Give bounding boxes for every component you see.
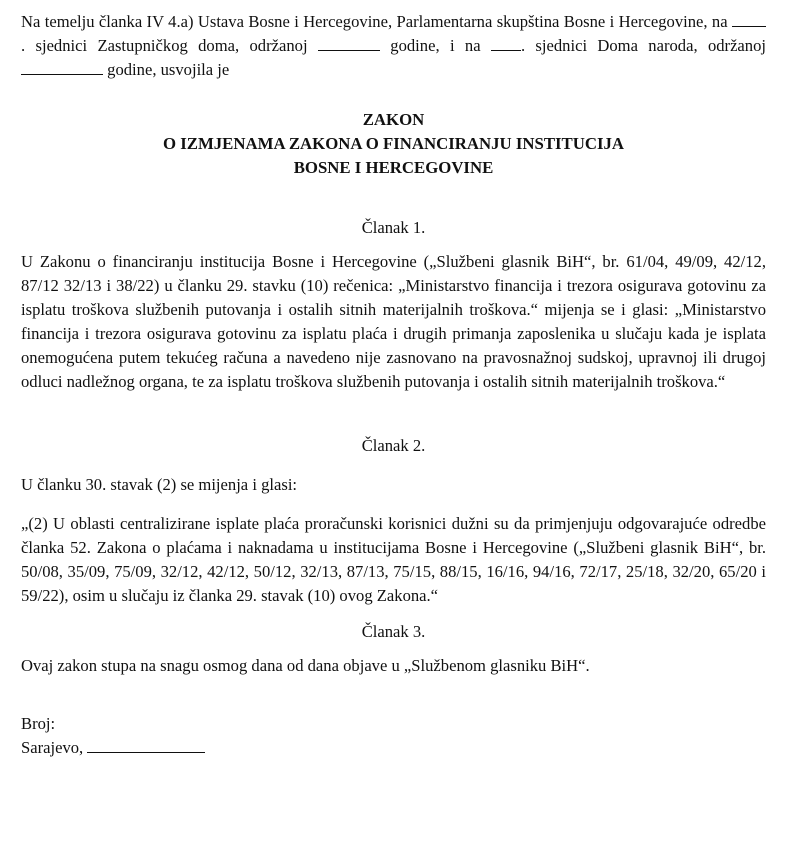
date-blank-1: [318, 36, 380, 51]
article-1-text: U Zakonu o financiranju institucija Bosne i Hercegovine („Službeni glasnik BiH“, br. 61/04, 49/09, 42/12, 87/12 32/13 i 38/22) u članku 29. stavku (10) rečenica: „Ministarstvo financija i trezora osigurava gotovinu za isplatu troškova službenih putovanja i ostalih sitnih materijalnih troškova.“ mijenja se i glasi: „Ministarstvo financija i trezora osigurava gotovinu za isplatu plaća i drugih primanja zaposlenika u slučaju kada je isplata onemogućena putem tekućeg računa a navedeno nije zasnovano na pravosnažnoj sudskoj, upravnoj ili drugoj odluci nadležnog organa, te za isplatu troškova službenih putovanja i ostalih sitnih materijalnih troškova.“: [21, 252, 766, 391]
session-number-blank-2: [491, 36, 521, 51]
law-title-line-3: BOSNE I HERCEGOVINE: [293, 158, 494, 177]
article-2-intro: U članku 30. stavak (2) se mijenja i glasi:: [21, 475, 298, 494]
article-3-text: Ovaj zakon stupa na snagu osmog dana od dana objave u „Službenom glasniku BiH“.: [21, 656, 590, 675]
preamble-text-4: . sjednici Doma naroda, održanoj: [520, 36, 767, 55]
article-2-text: „(2) U oblasti centralizirane isplate plaća proračunski korisnici dužni su da primjenjuju odgovarajuće odredbe članka 52. Zakona o plaćama i naknadama u institucijama Bosne i Hercegovine („Službeni glasnik BiH“, br. 50/08, 35/09, 75/09, 32/12, 42/12, 50/12, 32/13, 87/13, 75/15, 88/15, 16/16, 94/16, 72/17, 25/18, 32/20, 65/20 i 59/22), osim u slučaju iz članka 29. stavak (10) ovog Zakona.“: [21, 514, 766, 605]
law-title: [21, 108, 766, 180]
date-blank-3: [87, 738, 205, 753]
article-2-heading: Članak 2.: [361, 436, 426, 455]
date-blank-2: [21, 60, 103, 75]
broj-label: Broj:: [21, 714, 56, 733]
signature-block: [21, 712, 766, 760]
law-title-line-1: ZAKON: [362, 110, 425, 129]
place-date-line: [21, 736, 766, 760]
preamble-text-3: godine, i na: [390, 36, 481, 55]
preamble-text-2: . sjednici Zastupničkog doma, održanoj: [21, 36, 308, 55]
article-3-heading: Članak 3.: [361, 622, 426, 641]
article-1-heading: Članak 1.: [361, 218, 426, 237]
preamble-text-1: Na temelju članka IV 4.a) Ustava Bosne i Hercegovine, Parlamentarna skupština Bosne i Hercegovine, na: [21, 12, 728, 31]
law-title-line-2: O IZMJENAMA ZAKONA O FINANCIRANJU INSTITUCIJA: [162, 134, 625, 153]
preamble-text-5: godine, usvojila je: [107, 60, 230, 79]
preamble-paragraph: [21, 10, 766, 82]
place-label: Sarajevo,: [21, 738, 84, 757]
session-number-blank-1: [732, 12, 766, 27]
